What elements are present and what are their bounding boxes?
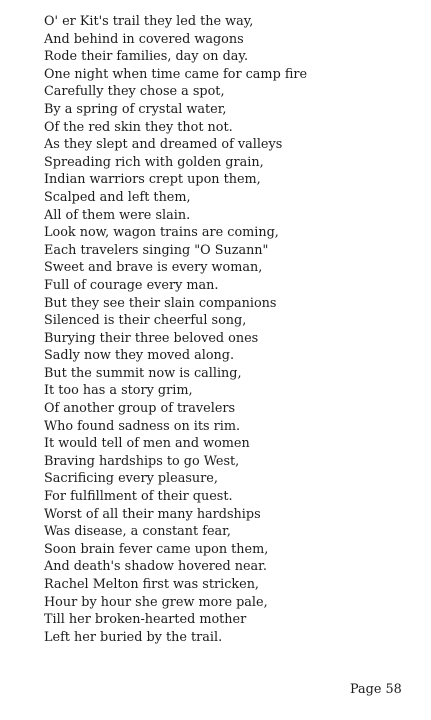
page-number: Page 58 [350,682,402,697]
poem-line: Of another group of travelers [44,401,236,417]
poem-line: Soon brain fever came upon them, [44,541,269,557]
poem-line: By a spring of crystal water, [44,101,227,117]
poem-line: Silenced is their cheerful song, [44,313,247,329]
poem-line: All of them were slain. [44,207,191,223]
poem-line: It too has a story grim, [44,383,193,399]
poem-line: Full of courage every man. [44,277,219,293]
poem-line: Carefully they chose a spot, [44,84,225,100]
poem-line: Of the red skin they thot not. [44,119,233,135]
poem-line: Sweet and brave is every woman, [44,260,263,276]
poem-line: Braving hardships to go West, [44,453,240,469]
poem-line: And death's shadow hovered near. [44,559,267,575]
poem-line: Indian warriors crept upon them, [44,172,261,188]
poem-line: But the summit now is calling, [44,365,242,381]
poem-line: Spreading rich with golden grain, [44,154,264,170]
poem-line: Till her broken-hearted mother [44,612,247,628]
poem-line: As they slept and dreamed of valleys [44,137,283,153]
poem-line: For fulfillment of their quest. [44,489,233,505]
poem-line: Burying their three beloved ones [44,330,259,346]
poem-text [44,13,307,646]
poem-line: Sadly now they moved along. [44,348,235,364]
poem-line: It would tell of men and women [44,436,250,452]
poem-line: One night when time came for camp fire [44,66,308,82]
poem-line: Who found sadness on its rim. [44,418,241,434]
poem-line: Look now, wagon trains are coming, [44,225,279,241]
poem-line: Was disease, a constant fear, [44,524,231,540]
poem-line: Worst of all their many hardships [44,506,261,522]
poem-line: Rode their families, day on day. [44,49,249,65]
poem-line: Rachel Melton first was stricken, [44,577,259,592]
poem-line: O' er Kit's trail they led the way, [44,14,254,29]
poem-line: Scalped and left them, [44,189,191,205]
poem-line: Sacrificing every pleasure, [44,471,218,487]
poem-line: Each travelers singing "O Suzann" [44,242,269,258]
poem-line: Hour by hour she grew more pale, [44,594,268,610]
poem-line: Left her buried by the trail. [44,629,223,645]
poem-line: But they see their slain companions [44,295,277,311]
poem-line: And behind in covered wagons [44,31,244,47]
